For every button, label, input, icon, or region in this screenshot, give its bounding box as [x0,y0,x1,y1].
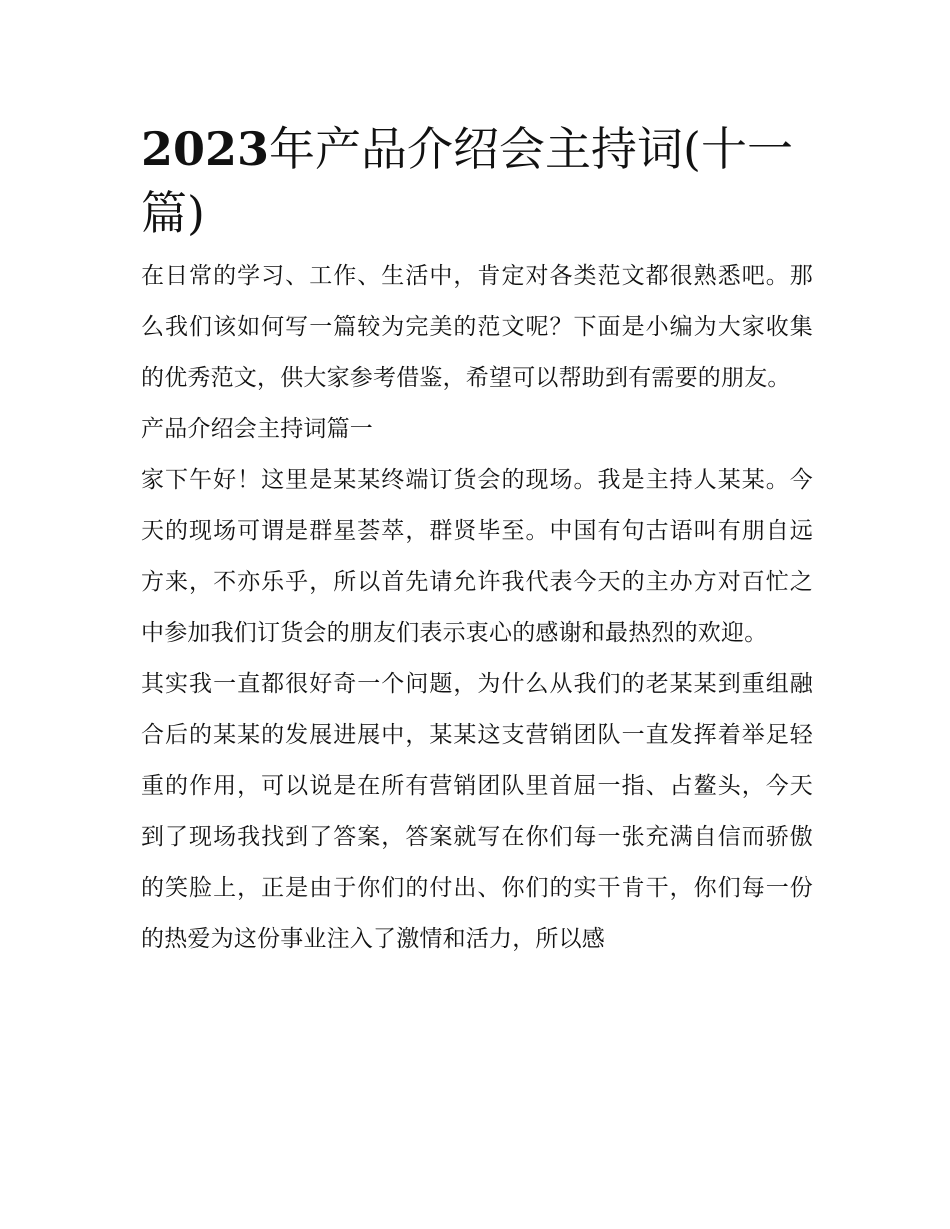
section-heading: 产品介绍会主持词篇一 [141,416,373,442]
document-body [141,117,813,965]
intro-paragraph: 在日常的学习、工作、生活中，肯定对各类范文都很熟悉吧。那么我们该如何写一篇较为完美的范文呢？下面是小编为大家收集的优秀范文，供大家参考借鉴，希望可以帮助到有需要的朋友。 [141,263,813,391]
title-text: 年产品介绍会主持词(十一篇) [141,122,793,240]
body-paragraph: 家下午好！这里是某某终端订货会的现场。我是主持人某某。今天的现场可谓是群星荟萃，群贤毕至。中国有句古语叫有朋自远方来，不亦乐乎，所以首先请允许我代表今天的主办方对百忙之中参加我们订货会的朋友们表示衷心的感谢和最热烈的欢迎。 [141,467,813,646]
body-paragraph: 其实我一直都很好奇一个问题，为什么从我们的老某某到重组融合后的某某的发展进展中，某某这支营销团队一直发挥着举足轻重的作用，可以说是在所有营销团队里首屈一指、占鳌头，今天到了现场我找到了答案，答案就写在你们每一张充满自信而骄傲的笑脸上，正是由于你们的付出、你们的实干肯干，你们每一份的热爱为这份事业注入了激情和活力，所以感 [141,671,813,952]
document-title [141,117,813,245]
title-year: 2023 [141,122,270,176]
